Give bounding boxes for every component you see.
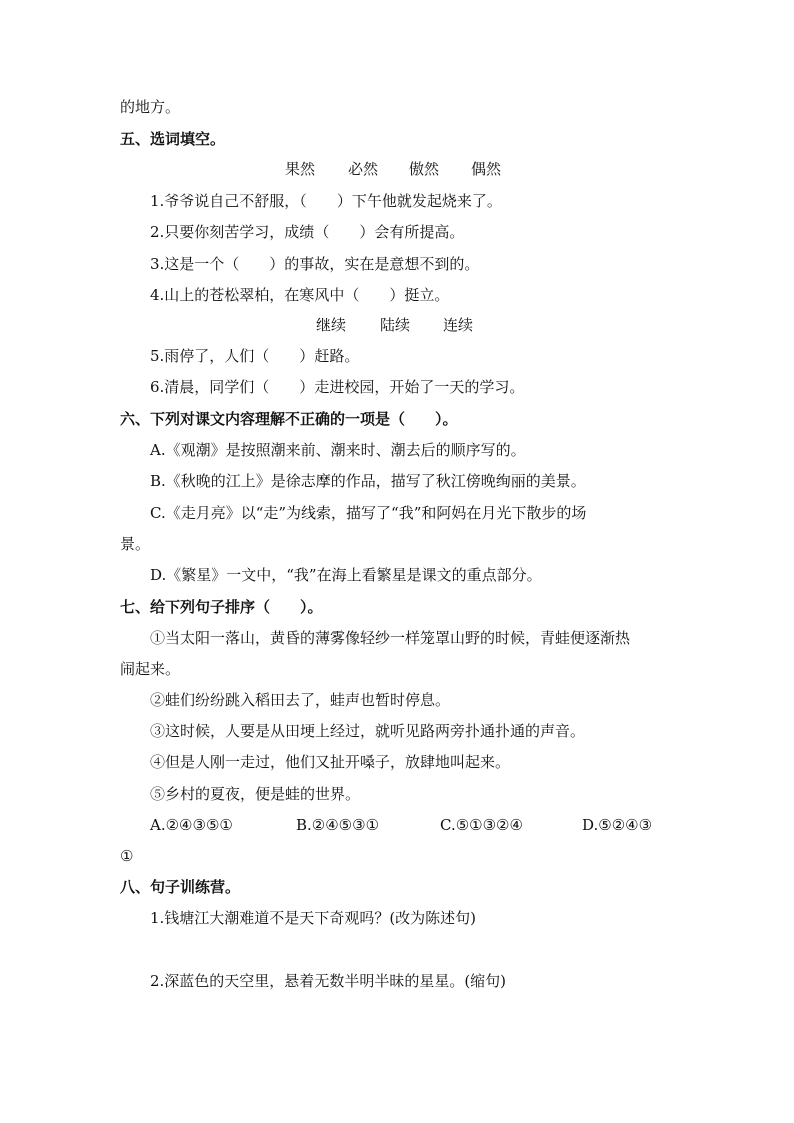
option-d: D.《繁星》一文中，“我”在海上看繁星是课文的重点部分。 bbox=[150, 566, 542, 584]
order-option-d-wrap: ① bbox=[120, 847, 134, 865]
word-bank-a bbox=[285, 159, 501, 179]
word-a-2: 必然 bbox=[348, 160, 379, 178]
sentence-2: ②蛙们纷纷跳入稻田去了，蛙声也暂时停息。 bbox=[150, 691, 451, 709]
word-a-4: 偶然 bbox=[471, 160, 502, 178]
sentence-1-wrap: 闹起来。 bbox=[120, 660, 181, 678]
continued-text: 的地方。 bbox=[120, 98, 181, 116]
order-option-c: C.⑤①③②④ bbox=[440, 816, 523, 834]
word-b-2: 陆续 bbox=[380, 316, 411, 334]
fill-item-5: 5.雨停了，人们（ ）赶路。 bbox=[150, 347, 360, 365]
section-6-heading: 六、下列对课文内容理解不正确的一项是（ ）。 bbox=[120, 410, 458, 428]
word-b-3: 连续 bbox=[443, 316, 474, 334]
order-option-b: B.②④⑤③① bbox=[296, 816, 380, 834]
word-bank-b bbox=[316, 315, 473, 335]
section-8-heading: 八、句子训练营。 bbox=[120, 878, 241, 896]
sentence-task-1: 1.钱塘江大潮难道不是天下奇观吗？(改为陈述句) bbox=[150, 909, 477, 927]
fill-item-6: 6.清晨，同学们（ ）走进校园，开始了一天的学习。 bbox=[150, 378, 525, 396]
word-b-1: 继续 bbox=[316, 316, 347, 334]
order-option-a: A.②④③⑤① bbox=[150, 816, 233, 834]
option-a: A.《观潮》是按照潮来前、潮来时、潮去后的顺序写的。 bbox=[150, 441, 526, 459]
sentence-4: ④但是人刚一走过，他们又扯开嗓子，放肆地叫起来。 bbox=[150, 753, 511, 771]
section-7-heading: 七、给下列句子排序（ ）。 bbox=[120, 598, 323, 616]
option-c-wrap: 景。 bbox=[120, 535, 151, 553]
fill-item-2: 2.只要你刻苦学习，成绩（ ）会有所提高。 bbox=[150, 223, 465, 241]
word-a-3: 傲然 bbox=[409, 160, 440, 178]
option-c: C.《走月亮》以“走”为线索，描写了“我”和阿妈在月光下散步的场 bbox=[150, 504, 587, 522]
fill-item-3: 3.这是一个（ ）的事故，实在是意想不到的。 bbox=[150, 255, 480, 273]
sentence-task-2: 2.深蓝色的天空里，悬着无数半明半昧的星星。(缩句) bbox=[150, 972, 507, 990]
section-5-heading: 五、选词填空。 bbox=[120, 130, 226, 148]
fill-item-1: 1.爷爷说自己不舒服，（ ）下午他就发起烧来了。 bbox=[150, 192, 502, 210]
sentence-3: ③这时候，人要是从田埂上经过，就听见路两旁扑通扑通的声音。 bbox=[150, 722, 586, 740]
word-a-1: 果然 bbox=[285, 160, 316, 178]
sentence-5: ⑤乡村的夏夜，便是蛙的世界。 bbox=[150, 785, 361, 803]
fill-item-4: 4.山上的苍松翠柏，在寒风中（ ）挺立。 bbox=[150, 286, 450, 304]
order-option-d: D.⑤②④③ bbox=[582, 816, 653, 834]
sentence-1: ①当太阳一落山，黄昏的薄雾像轻纱一样笼罩山野的时候，青蛙便逐渐热 bbox=[150, 629, 631, 647]
option-b: B.《秋晚的江上》是徐志摩的作品，描写了秋江傍晚绚丽的美景。 bbox=[150, 472, 586, 490]
